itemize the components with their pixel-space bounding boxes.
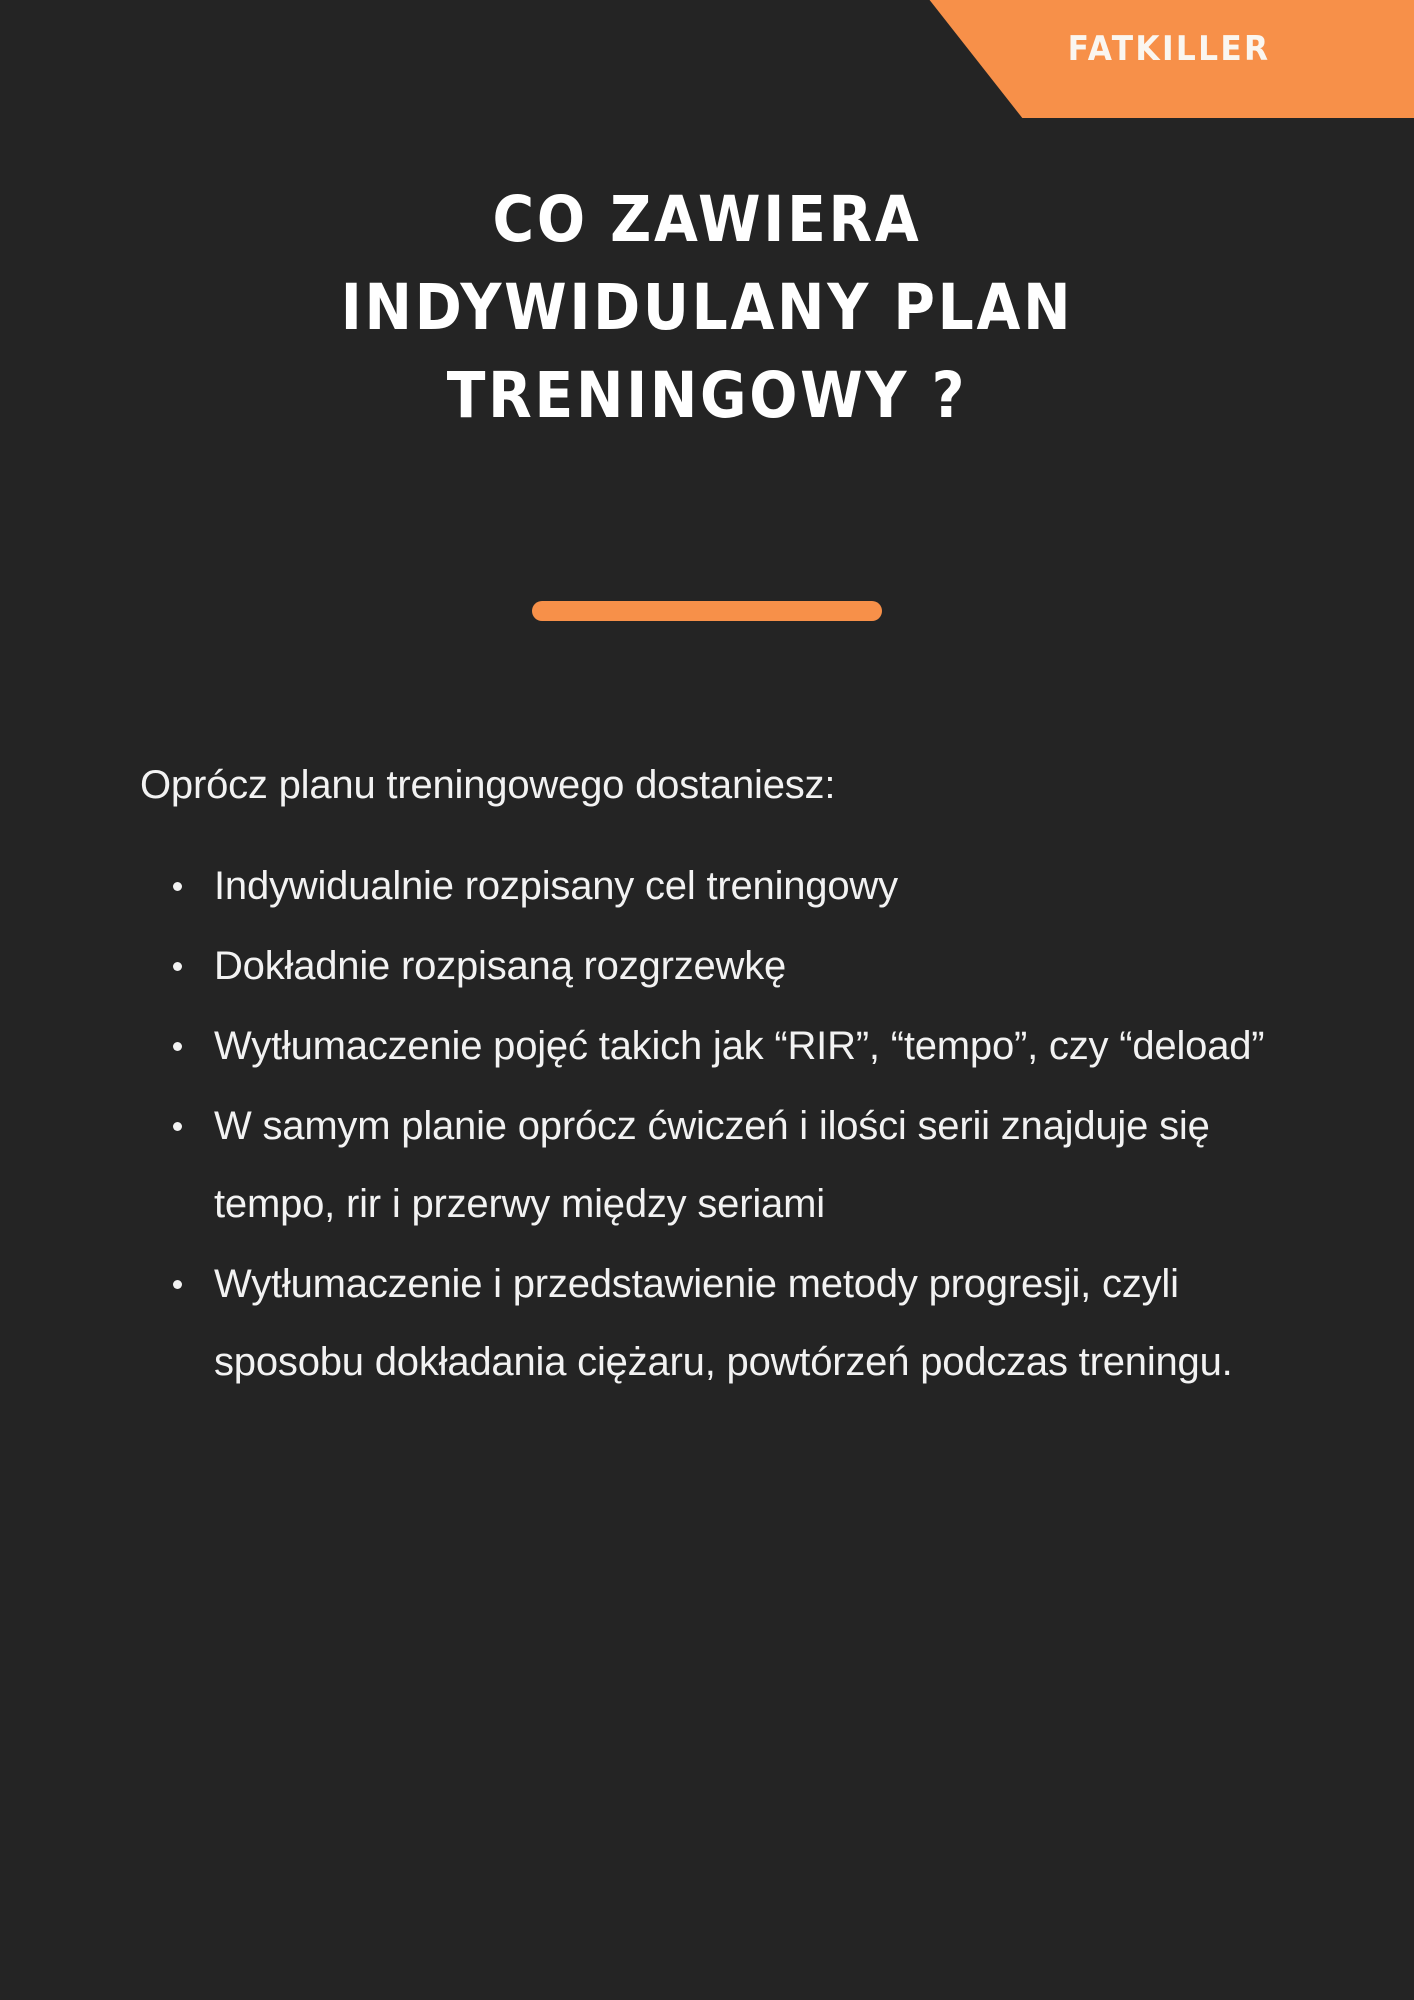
brand-logo-text: FATKILLER [1067,29,1270,69]
page-title-line-3: TRENINGOWY ? [446,359,968,432]
bullet-dot-icon [173,882,182,891]
list-item-label: Dokładnie rozpisaną rozgrzewkę [214,944,787,988]
list-item [140,927,1280,1005]
list-item-label: Wytłumaczenie i przedstawienie metody progresji, czyli sposobu dokładania ciężaru, powtórzeń podczas treningu. [214,1262,1233,1384]
bullet-dot-icon [173,962,182,971]
list-item-label: W samym planie oprócz ćwiczeń i ilości serii znajduje się tempo, rir i przerwy między seriami [214,1104,1210,1226]
list-item [140,1007,1280,1085]
feature-list [140,847,1280,1401]
title-divider [532,601,882,621]
list-item-label: Indywidualnie rozpisany cel treningowy [214,864,898,908]
bullet-dot-icon [173,1122,182,1131]
title-divider-wrapper [0,601,1414,626]
page-title [0,176,1414,440]
header-banner [0,0,1414,118]
page-title-line-1: CO ZAWIERA [492,183,922,256]
bullet-dot-icon [173,1280,182,1289]
page-title-line-2: INDYWIDULANY PLAN [340,271,1074,344]
list-item-label: Wytłumaczenie pojęć takich jak “RIR”, “tempo”, czy “deload” [214,1024,1265,1068]
list-item [140,1087,1280,1243]
content-body [140,757,1280,1403]
list-item [140,847,1280,925]
list-item [140,1245,1280,1401]
intro-paragraph: Oprócz planu treningowego dostaniesz: [140,763,836,807]
bullet-dot-icon [173,1042,182,1051]
